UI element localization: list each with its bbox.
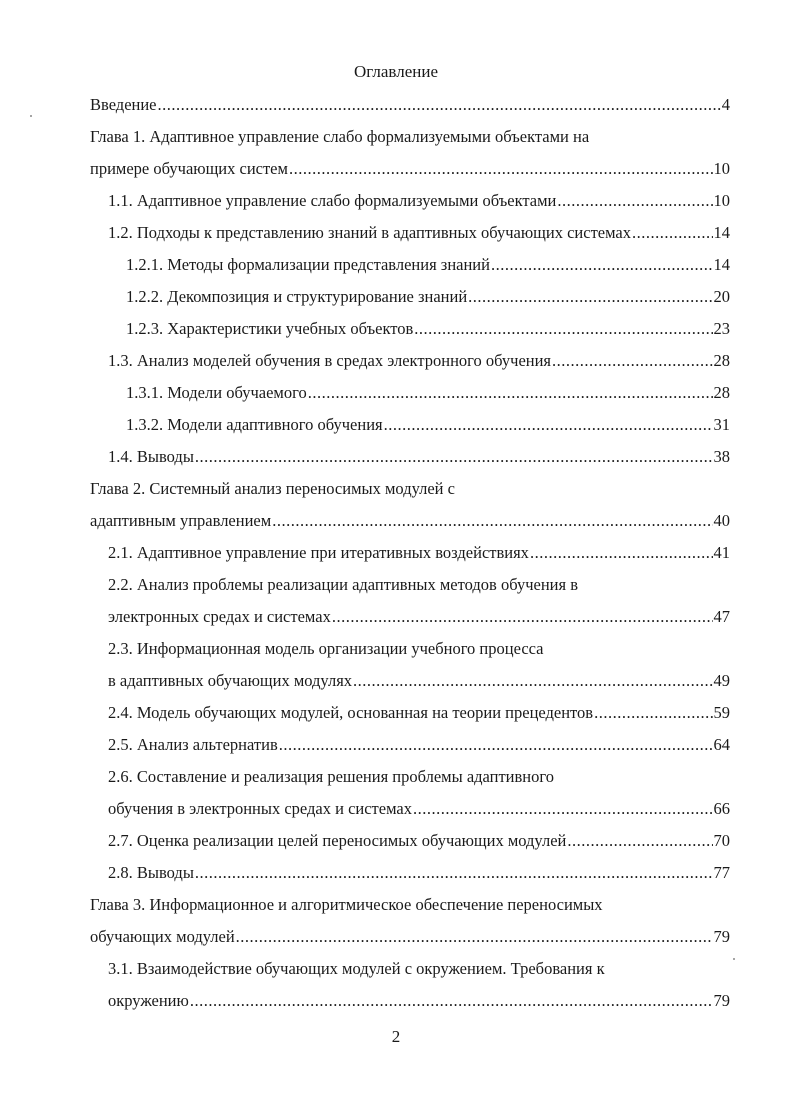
toc-entry [90,158,730,180]
toc-entry-page: 14 [713,255,730,274]
toc-entry [108,990,730,1012]
toc-entry [126,286,730,308]
toc-entry-text: 2.7. Оценка реализации целей переносимых обучающих модулей [108,831,567,850]
toc-entry-text: Глава 2. Системный анализ переносимых модулей с [90,479,455,498]
toc-entry [126,382,730,404]
toc-leader [353,670,712,692]
scan-speck [30,115,32,117]
toc-entry-text: 2.5. Анализ альтернатив [108,735,278,754]
toc-entry-page: 70 [713,831,730,850]
toc-entry-text: 2.4. Модель обучающих модулей, основанная на теории прецедентов [108,703,594,722]
toc-entry [108,574,578,596]
toc-entry-text: обучающих модулей [90,927,235,946]
toc-entry [90,510,730,532]
toc-entry [90,94,730,116]
toc-leader [632,222,712,244]
toc-entry-text: 1.3. Анализ моделей обучения в средах электронного обучения [108,351,552,370]
toc-leader [279,734,713,756]
toc-entry-page: 49 [713,671,730,690]
toc-entry-text: Глава 1. Адаптивное управление слабо формализуемыми объектами на [90,127,590,146]
toc-entry-page: 64 [713,735,730,754]
toc-entry [90,478,455,500]
toc-leader [552,350,712,372]
page-number: 2 [391,1027,401,1046]
toc-entry-text: 1.4. Выводы [108,447,194,466]
toc-entry-page: 23 [713,319,730,338]
toc-entry-page: 77 [713,863,730,882]
toc-entry [108,222,730,244]
toc-entry-text: адаптивным управлением [90,511,272,530]
toc-entry-page: 10 [713,159,730,178]
toc-entry-text: примере обучающих систем [90,159,288,178]
toc-leader [567,830,712,852]
toc-entry [90,894,603,916]
toc-entry-text: в адаптивных обучающих модулях [108,671,353,690]
toc-entry-text: 2.3. Информационная модель организации учебного процесса [108,639,544,658]
toc-entry-page: 10 [713,191,730,210]
toc-entry-text: Глава 3. Информационное и алгоритмическое обеспечение переносимых [90,895,603,914]
toc-entry-text: 1.2.1. Методы формализации представления знаний [126,255,490,274]
toc-leader [557,190,712,212]
toc-leader [384,414,713,436]
toc-entry [108,670,730,692]
toc-entry [108,798,730,820]
toc-entry-text: 1.2.3. Характеристики учебных объектов [126,319,414,338]
toc-leader [468,286,712,308]
toc-leader [413,798,713,820]
toc-entry-text: обучения в электронных средах и системах [108,799,412,818]
toc-title: Оглавление [354,62,438,81]
toc-entry-text: 1.2.2. Декомпозиция и структурирование знаний [126,287,468,306]
toc-entry-page: 14 [713,223,730,242]
toc-leader [491,254,713,276]
toc-entry [90,926,730,948]
toc-entry-page: 40 [713,511,730,530]
toc-leader [414,318,712,340]
toc-entry-page: 47 [713,607,730,626]
scan-speck [733,958,735,960]
toc-entry-text: Введение [90,95,157,114]
toc-entry-text: 1.1. Адаптивное управление слабо формализуемыми объектами [108,191,557,210]
toc-entry-page: 38 [713,447,730,466]
toc-entry [108,702,730,724]
toc-leader [332,606,713,628]
toc-entry [108,734,730,756]
toc-entry [108,542,730,564]
toc-entry-page: 4 [721,95,730,114]
toc-entry-page: 41 [713,543,730,562]
toc-entry-page: 79 [713,991,730,1010]
toc-entry-text: 2.2. Анализ проблемы реализации адаптивных методов обучения в [108,575,579,594]
toc-leader [594,702,712,724]
toc-entry-text: 1.3.2. Модели адаптивного обучения [126,415,383,434]
toc-leader [195,446,713,468]
toc-entry-text: 3.1. Взаимодействие обучающих модулей с окружением. Требования к [108,959,605,978]
toc-leader [158,94,721,116]
toc-leader [236,926,713,948]
toc-entry [108,958,605,980]
toc-entry [126,318,730,340]
toc-leader [195,862,713,884]
toc-entry [108,350,730,372]
toc-entry [108,830,730,852]
toc-entry [108,766,554,788]
toc-entry-text: 2.8. Выводы [108,863,194,882]
toc-entry-page: 31 [713,415,730,434]
toc-entry-page: 79 [713,927,730,946]
toc-entry-page: 59 [713,703,730,722]
toc-entry-text: электронных средах и системах [108,607,331,626]
toc-entry-text: 1.3.1. Модели обучаемого [126,383,307,402]
toc-entry-page: 28 [713,351,730,370]
toc-entry-text: окружению [108,991,189,1010]
toc-entry [108,190,730,212]
toc-entry [108,638,544,660]
toc-entry-text: 1.2. Подходы к представлению знаний в адаптивных обучающих системах [108,223,632,242]
toc-entry-text: 2.6. Составление и реализация решения проблемы адаптивного [108,767,554,786]
toc-entry [108,862,730,884]
toc-leader [289,158,713,180]
toc-entry [108,446,730,468]
toc-entry [108,606,730,628]
toc-entry-page: 20 [713,287,730,306]
toc-entry-text: 2.1. Адаптивное управление при итеративных воздействиях [108,543,529,562]
toc-leader [272,510,712,532]
toc-entry [126,254,730,276]
toc-entry [90,126,589,148]
toc-entry-page: 66 [713,799,730,818]
toc-leader [530,542,713,564]
toc-entry [126,414,730,436]
toc-entry-page: 28 [713,383,730,402]
toc-leader [308,382,713,404]
toc-leader [190,990,713,1012]
